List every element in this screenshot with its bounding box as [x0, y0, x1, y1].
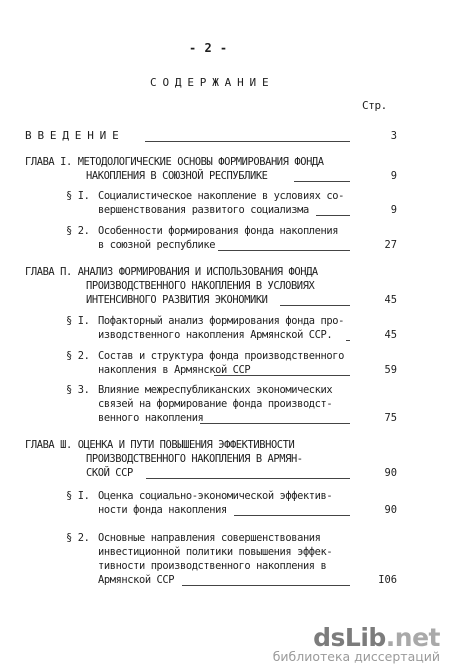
toc-page: 90	[384, 467, 397, 479]
toc-page: 3	[390, 130, 397, 142]
toc-page: I06	[378, 574, 397, 586]
page-column-label: Стр.	[362, 99, 387, 112]
toc-section-2-3-cont: связей на формирование фонда производст-	[98, 398, 333, 410]
toc-section-number: § 2.	[66, 532, 90, 544]
toc-page: 45	[384, 294, 397, 306]
leader-line	[146, 478, 350, 479]
toc-chapter-1-cont: НАКОПЛЕНИЯ В СОЮЗНОЙ РЕСПУБЛИКЕ	[86, 170, 268, 182]
watermark	[273, 623, 440, 664]
toc-section-2-2-cont: накопления в Армянской ССР	[98, 364, 251, 376]
logo-main: dsLib	[313, 623, 386, 652]
toc-section-3-2-cont: тивности производственного накопления в	[98, 560, 327, 572]
toc-section-2-2: Состав и структура фонда производственного	[98, 350, 344, 362]
leader-line	[346, 340, 350, 341]
toc-section-1-2: Особенности формирования фонда накопления	[98, 225, 339, 237]
leader-line	[145, 141, 350, 142]
toc-chapter-3: ГЛАВА Ш. ОЦЕНКА И ПУТИ ПОВЫШЕНИЯ ЭФФЕКТИВНОСТИ	[25, 439, 295, 451]
toc-section-3-2: Основные направления совершенствования	[98, 532, 321, 544]
toc-page: 9	[390, 204, 397, 216]
leader-line	[214, 375, 350, 376]
toc-chapter-2-cont: ИНТЕНСИВНОГО РАЗВИТИЯ ЭКОНОМИКИ	[86, 294, 268, 306]
leader-line	[200, 423, 350, 424]
toc-page: 59	[384, 364, 397, 376]
toc-page: 90	[384, 504, 397, 516]
toc-section-3-1: Оценка социально-экономической эффектив-	[98, 490, 333, 502]
toc-section-1-1: Социалистическое накопление в условиях со-	[98, 190, 344, 202]
toc-chapter-2-cont: ПРОИЗВОДСТВЕННОГО НАКОПЛЕНИЯ В УСЛОВИЯХ	[86, 280, 315, 292]
leader-line	[316, 215, 350, 216]
toc-section-2-3-cont: венного накопления	[98, 412, 204, 424]
toc-section-number: § I.	[66, 315, 90, 327]
toc-page: 75	[384, 412, 397, 424]
leader-line	[182, 585, 350, 586]
toc-page: 27	[384, 239, 397, 251]
leader-line	[218, 250, 350, 251]
toc-section-3-2-cont: Армянской ССР	[98, 574, 175, 586]
toc-section-number: § 2.	[66, 225, 90, 237]
contents-heading: С О Д Е Р Ж А Н И Е	[150, 76, 269, 89]
toc-page: 9	[390, 170, 397, 182]
leader-line	[294, 181, 350, 182]
leader-line	[234, 515, 350, 516]
toc-section-2-1-cont: изводственного накопления Армянской ССР.	[98, 329, 333, 341]
toc-chapter-3-cont: ПРОИЗВОДСТВЕННОГО НАКОПЛЕНИЯ В АРМЯН-	[86, 453, 303, 465]
toc-chapter-1: ГЛАВА I. МЕТОДОЛОГИЧЕСКИЕ ОСНОВЫ ФОРМИРОВАНИЯ ФОНДА	[25, 156, 324, 168]
watermark-logo	[273, 623, 440, 652]
toc-section-1-2-cont: в союзной республике	[98, 239, 216, 251]
toc-section-2-1: Пофакторный анализ формирования фонда про-	[98, 315, 344, 327]
logo-tld: .net	[385, 623, 440, 652]
toc-section-1-1-cont: вершенствования развитого социализма	[98, 204, 309, 216]
toc-section-3-2-cont: инвестиционной политики повышения эффек-	[98, 546, 333, 558]
toc-section-3-1-cont: ности фонда накопления	[98, 504, 227, 516]
toc-chapter-2: ГЛАВА П. АНАЛИЗ ФОРМИРОВАНИЯ И ИСПОЛЬЗОВАНИЯ ФОНДА	[25, 266, 318, 278]
toc-section-number: § I.	[66, 490, 90, 502]
toc-section-2-3: Влияние межреспубликанских экономических	[98, 384, 333, 396]
leader-line	[280, 305, 350, 306]
toc-introduction: В В Е Д Е Н И Е	[25, 129, 119, 142]
page-number: - 2 -	[189, 41, 228, 55]
watermark-caption: библиотека диссертаций	[272, 649, 440, 664]
toc-page: 45	[384, 329, 397, 341]
toc-section-number: § I.	[66, 190, 90, 202]
toc-section-number: § 2.	[66, 350, 90, 362]
toc-chapter-3-cont: СКОЙ ССР	[86, 467, 133, 479]
toc-section-number: § 3.	[66, 384, 90, 396]
